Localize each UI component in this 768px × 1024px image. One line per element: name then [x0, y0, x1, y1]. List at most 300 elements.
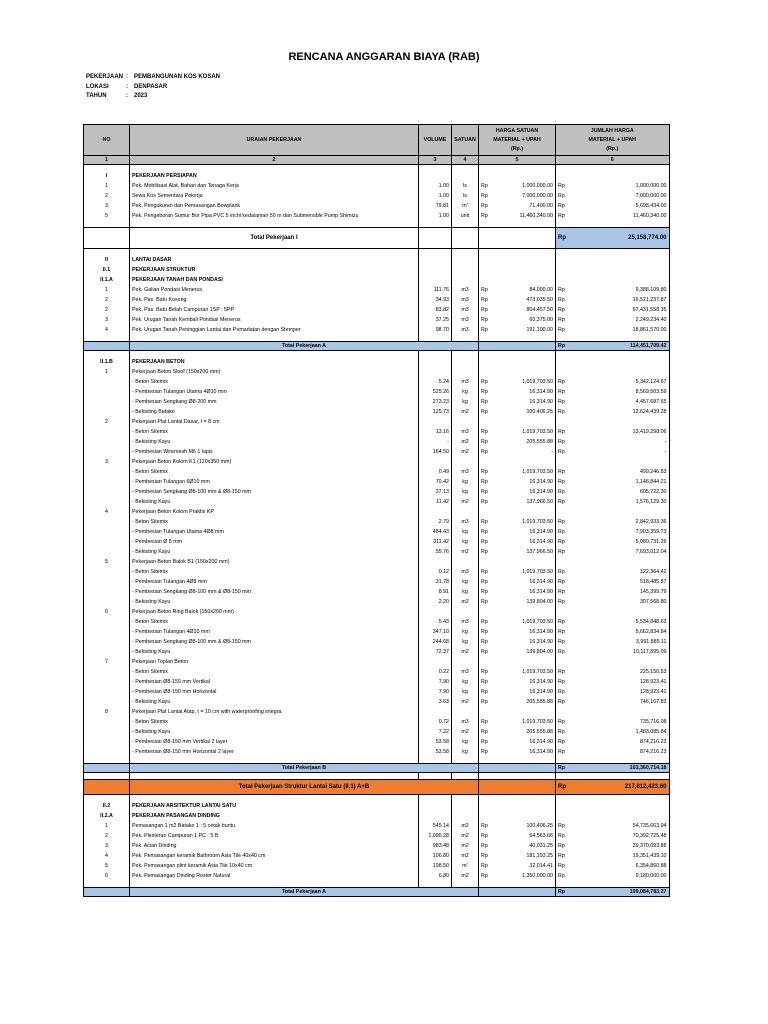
row-no [84, 677, 130, 687]
row-satuan: m3 [452, 305, 479, 315]
table-row [84, 477, 670, 487]
subsection-row [84, 557, 670, 567]
table-row [84, 427, 670, 437]
row-volume [419, 811, 452, 821]
row-no: 7 [84, 657, 130, 667]
row-harga-satuan: 60,375.00 [491, 315, 556, 325]
subsection-row [84, 607, 670, 617]
row-currency: Rp [556, 597, 569, 607]
row-currency: Rp [556, 467, 569, 477]
row-currency: Rp [556, 477, 569, 487]
meta-row-pekerjaan: PEKERJAAN : PEMBANGUNAN KOS KOSAN [86, 73, 220, 83]
table-row [84, 377, 670, 387]
table-row [84, 447, 670, 457]
row-harga-satuan: 1,019,703.50 [491, 427, 556, 437]
row-empty [568, 707, 669, 717]
row-currency: Rp [556, 547, 569, 557]
row-satuan: kg [452, 577, 479, 587]
row-volume: 79.81 [419, 201, 452, 211]
row-satuan: m2 [452, 447, 479, 457]
row-desc: Pek. Acian Dinding [130, 841, 419, 851]
row-no [84, 407, 130, 417]
row-empty [556, 357, 569, 367]
section-row [84, 811, 670, 821]
row-no: 6 [84, 871, 130, 881]
row-harga-satuan: 64,563.66 [491, 831, 556, 841]
row-desc: - Pembesian Tulangan Utama 4Ø8 mm [130, 527, 419, 537]
table-row [84, 437, 670, 447]
row-no [84, 577, 130, 587]
row-desc: - Bekisting Kayu [130, 697, 419, 707]
row-currency: Rp [479, 487, 491, 497]
row-volume: 1.00 [419, 191, 452, 201]
row-desc: - Bekisting Kayu [130, 727, 419, 737]
row-no [84, 467, 130, 477]
row-currency: Rp [556, 377, 569, 387]
row-currency: Rp [479, 325, 491, 335]
row-desc: Pek. Pengeboran Sumur Bor Pipa PVC 5 inchi kedalaman 50 m dan Submersible Pump Shimizu [130, 211, 419, 221]
row-no [84, 537, 130, 547]
row-satuan [452, 607, 479, 617]
row-desc: - Bekisting Batako [130, 407, 419, 417]
row-empty [452, 228, 479, 249]
col-number: 6 [556, 156, 670, 165]
row-empty [568, 417, 669, 427]
row-desc: Sewa Kos Sementara Pekerja [130, 191, 419, 201]
row-desc: - Bekisting Kayu [130, 597, 419, 607]
row-harga-satuan: 11,460,340.00 [491, 211, 556, 221]
section-row [84, 255, 670, 265]
row-no [84, 447, 130, 457]
section-row [84, 357, 670, 367]
row-satuan: kg [452, 677, 479, 687]
table-row [84, 537, 670, 547]
row-harga-satuan: 16,314.90 [491, 487, 556, 497]
row-volume: 0.12 [419, 567, 452, 577]
row-volume: 0.72 [419, 717, 452, 727]
row-desc: Pekerjaan Toplan Beton [130, 657, 419, 667]
row-volume: 55.76 [419, 547, 452, 557]
row-currency: Rp [479, 397, 491, 407]
row-satuan: m' [452, 201, 479, 211]
row-jumlah-harga: 13,419,298.06 [568, 427, 669, 437]
row-no [84, 667, 130, 677]
row-volume: 7.90 [419, 687, 452, 697]
row-desc: - Pembesian Ø 8 mm [130, 537, 419, 547]
row-satuan: m2 [452, 727, 479, 737]
row-jumlah-harga: 1,148,844.21 [568, 477, 669, 487]
row-empty [568, 607, 669, 617]
row-currency: Rp [479, 821, 491, 831]
row-harga-satuan: 7,000,000.00 [491, 191, 556, 201]
table-row [84, 387, 670, 397]
row-volume: 106.80 [419, 851, 452, 861]
row-jumlah-harga: 1,483,085.84 [568, 727, 669, 737]
row-empty [491, 801, 556, 811]
row-empty [556, 557, 569, 567]
row-desc: - Pembesian Sengkang Ø8-100 mm & Ø8-150 mm [130, 637, 419, 647]
row-empty [556, 801, 569, 811]
row-currency: Rp [479, 617, 491, 627]
row-no: 2 [84, 191, 130, 201]
row-no: 1 [84, 367, 130, 377]
table-row [84, 687, 670, 697]
row-no [84, 747, 130, 757]
row-harga-satuan: 1,019,703.50 [491, 717, 556, 727]
row-volume: 53.58 [419, 737, 452, 747]
row-jumlah-harga: 5,342,124.67 [568, 377, 669, 387]
row-desc: - Beton Sitemix [130, 717, 419, 727]
subsection-row [84, 417, 670, 427]
row-empty [556, 275, 569, 285]
subtotal-row [84, 764, 670, 773]
subsection-row [84, 507, 670, 517]
header-no: NO [84, 125, 130, 156]
row-satuan: kg [452, 477, 479, 487]
row-satuan [452, 275, 479, 285]
row-volume: 244.68 [419, 637, 452, 647]
row-currency: Rp [556, 497, 569, 507]
subtotal-value: 199,084,783.27 [568, 888, 669, 897]
row-empty [556, 171, 569, 181]
subsection-row [84, 457, 670, 467]
header-volume: VOLUME [419, 125, 452, 156]
table-row [84, 577, 670, 587]
row-currency: Rp [479, 667, 491, 677]
row-currency: Rp [479, 527, 491, 537]
row-empty [568, 275, 669, 285]
row-satuan: kg [452, 737, 479, 747]
row-jumlah-harga: 7,903,359.73 [568, 527, 669, 537]
row-satuan: kg [452, 537, 479, 547]
row-volume: 11.42 [419, 497, 452, 507]
subtotal-row [84, 342, 670, 351]
row-currency: Rp [556, 567, 569, 577]
table-row [84, 627, 670, 637]
row-jumlah-harga: 3,991,885.11 [568, 637, 669, 647]
header-harga-satuan: HARGA SATUAN MATERIAL + UPAH (Rp.) [479, 125, 556, 156]
row-currency: Rp [556, 517, 569, 527]
row-no [84, 397, 130, 407]
table-row [84, 667, 670, 677]
row-harga-satuan: 16,314.90 [491, 587, 556, 597]
row-volume: 6.80 [419, 871, 452, 881]
row-no [84, 637, 130, 647]
spacer-cell [84, 773, 130, 780]
header-uraian: URAIAN PEKERJAAN [130, 125, 419, 156]
row-currency: Rp [479, 537, 491, 547]
row-desc: - Pembesian Ø8-150 mm Horizontal [130, 687, 419, 697]
row-currency: Rp [479, 727, 491, 737]
row-jumlah-harga: 7,693,012.04 [568, 547, 669, 557]
row-currency: Rp [479, 305, 491, 315]
row-no [84, 427, 130, 437]
row-volume [419, 507, 452, 517]
row-jumlah-harga: 5,698,434.00 [568, 201, 669, 211]
row-satuan: ls [452, 191, 479, 201]
row-jumlah-harga: 67,431,558.35 [568, 305, 669, 315]
row-desc: - Pembesian Tulangan 4Ø10 mm [130, 627, 419, 637]
subsection-row [84, 367, 670, 377]
row-volume: 37.13 [419, 487, 452, 497]
row-volume: 2.20 [419, 597, 452, 607]
row-currency: Rp [479, 181, 491, 191]
table-row [84, 527, 670, 537]
table-row [84, 637, 670, 647]
row-desc: - Bekisting Kayu [130, 647, 419, 657]
row-currency: Rp [556, 447, 569, 457]
row-satuan: m2 [452, 547, 479, 557]
table-row [84, 747, 670, 757]
row-currency: Rp [556, 211, 569, 221]
table-row [84, 727, 670, 737]
row-jumlah-harga: 5,534,848.63 [568, 617, 669, 627]
row-satuan [452, 457, 479, 467]
row-empty [491, 417, 556, 427]
table-row [84, 295, 670, 305]
row-empty [491, 657, 556, 667]
row-jumlah-harga: 874,216.23 [568, 737, 669, 747]
row-desc: - Beton Sitemix [130, 667, 419, 677]
row-empty [479, 275, 491, 285]
table-row [84, 697, 670, 707]
row-desc: Pekerjaan Beton Ring Balok (150x200 mm) [130, 607, 419, 617]
row-desc: Pekerjaan Beton Kolom K1 (120x350 mm) [130, 457, 419, 467]
row-no [84, 377, 130, 387]
row-currency: Rp [479, 315, 491, 325]
row-empty [479, 557, 491, 567]
row-currency: Rp [479, 871, 491, 881]
row-harga-satuan: 205,555.88 [491, 727, 556, 737]
row-empty [568, 557, 669, 567]
row-no: 3 [84, 315, 130, 325]
row-currency: Rp [556, 851, 569, 861]
project-meta [86, 73, 220, 102]
row-currency: Rp [479, 677, 491, 687]
row-currency: Rp [479, 697, 491, 707]
row-empty [568, 811, 669, 821]
row-currency: Rp [479, 861, 491, 871]
row-no: 1 [84, 285, 130, 295]
row-satuan: m2 [452, 841, 479, 851]
row-satuan: m3 [452, 325, 479, 335]
row-currency: Rp [479, 841, 491, 851]
row-jumlah-harga: 54,735,663.94 [568, 821, 669, 831]
row-volume: 525.26 [419, 387, 452, 397]
row-volume: 983.48 [419, 841, 452, 851]
table-row [84, 547, 670, 557]
row-volume: 98.70 [419, 325, 452, 335]
row-jumlah-harga: 4,457,687.65 [568, 397, 669, 407]
row-harga-satuan: 804,457.50 [491, 305, 556, 315]
row-currency: Rp [479, 587, 491, 597]
row-satuan: m3 [452, 617, 479, 627]
meta-value: 2023 [134, 93, 148, 99]
row-harga-satuan: 16,314.90 [491, 747, 556, 757]
row-volume: 484.43 [419, 527, 452, 537]
row-currency: Rp [556, 181, 569, 191]
row-harga-satuan: 16,314.90 [491, 397, 556, 407]
row-desc: Pekerjaan Plat Lantai Atap, t = 10 cm with waterproofing integra [130, 707, 419, 717]
row-satuan [452, 417, 479, 427]
row-satuan: m3 [452, 377, 479, 387]
row-volume: 83.82 [419, 305, 452, 315]
row-no: 5 [84, 211, 130, 221]
row-no: II.1.A [84, 275, 130, 285]
row-volume: 72.37 [419, 647, 452, 657]
row-jumlah-harga: 735,716.08 [568, 717, 669, 727]
row-satuan: kg [452, 527, 479, 537]
row-no: 3 [84, 457, 130, 467]
row-no [84, 697, 130, 707]
row-jumlah-harga: - [568, 447, 669, 457]
row-currency: Rp [556, 697, 569, 707]
row-jumlah-harga: 70,392,725.48 [568, 831, 669, 841]
row-satuan: kg [452, 747, 479, 757]
row-satuan [452, 357, 479, 367]
row-volume: 31.78 [419, 577, 452, 587]
row-currency: Rp [556, 737, 569, 747]
row-currency: Rp [556, 717, 569, 727]
row-currency: Rp [479, 477, 491, 487]
grand-total-value: 217,812,423.60 [568, 780, 669, 795]
table-row [84, 737, 670, 747]
row-currency: Rp [556, 821, 569, 831]
row-volume: 5.24 [419, 377, 452, 387]
row-jumlah-harga: 11,460,340.00 [568, 211, 669, 221]
row-satuan: m2 [452, 821, 479, 831]
row-jumlah-harga: 19,351,439.10 [568, 851, 669, 861]
row-empty [568, 457, 669, 467]
row-empty [556, 417, 569, 427]
row-satuan [452, 507, 479, 517]
row-currency: Rp [556, 617, 569, 627]
table-header-row [84, 125, 670, 156]
row-satuan: m' [452, 861, 479, 871]
row-harga-satuan: 137,966.50 [491, 547, 556, 557]
row-jumlah-harga: 1,000,000.00 [568, 181, 669, 191]
row-harga-satuan: 1,000,000.00 [491, 181, 556, 191]
row-desc: - Pembesian Tulangan 6Ø10 mm [130, 477, 419, 487]
row-jumlah-harga: 518,485.87 [568, 577, 669, 587]
row-empty [479, 457, 491, 467]
row-currency: Rp [479, 547, 491, 557]
row-empty [479, 342, 556, 351]
row-currency: Rp [556, 727, 569, 737]
table-row [84, 851, 670, 861]
row-jumlah-harga: 10,117,895.09 [568, 647, 669, 657]
row-volume [419, 367, 452, 377]
row-desc: Pek. Plesteran Campuran 1 PC : 5 B [130, 831, 419, 841]
row-jumlah-harga: 9,180,000.00 [568, 871, 669, 881]
row-satuan: kg [452, 637, 479, 647]
row-no [84, 477, 130, 487]
subtotal-currency: Rp [556, 764, 569, 773]
row-desc: PEKERJAAN ARSITEKTUR LANTAI SATU [130, 801, 419, 811]
row-empty [479, 764, 556, 773]
row-desc: Pek. Pemasangan keramik Bathroom Asia Tile 40x40 cm [130, 851, 419, 861]
row-desc: - Bekisting Kayu [130, 437, 419, 447]
row-harga-satuan: 16,314.90 [491, 677, 556, 687]
row-satuan: m2 [452, 407, 479, 417]
row-satuan [452, 707, 479, 717]
table-row [84, 191, 670, 201]
row-harga-satuan: 16,314.90 [491, 527, 556, 537]
row-volume [419, 265, 452, 275]
row-currency: Rp [556, 527, 569, 537]
row-currency: Rp [556, 487, 569, 497]
row-empty [568, 255, 669, 265]
row-jumlah-harga: 128,923.41 [568, 677, 669, 687]
row-satuan: m2 [452, 871, 479, 881]
row-no [84, 497, 130, 507]
row-empty [479, 801, 491, 811]
row-currency: Rp [556, 407, 569, 417]
row-no [84, 687, 130, 697]
table-row [84, 647, 670, 657]
row-harga-satuan: 32,014.41 [491, 861, 556, 871]
row-desc: PEKERJAAN TANAH DAN PONDASI [130, 275, 419, 285]
row-currency: Rp [556, 747, 569, 757]
row-desc: - Beton Sitemix [130, 567, 419, 577]
row-no: 8 [84, 707, 130, 717]
row-no [84, 527, 130, 537]
col-number: 5 [479, 156, 556, 165]
spacer-cell [419, 773, 452, 780]
row-no [84, 487, 130, 497]
row-jumlah-harga: 39,370,093.88 [568, 841, 669, 851]
row-no: 2 [84, 831, 130, 841]
row-currency: Rp [556, 191, 569, 201]
row-satuan: unit [452, 211, 479, 221]
row-empty [479, 507, 491, 517]
meta-key: PEKERJAAN [86, 74, 124, 80]
row-no: 3 [84, 841, 130, 851]
row-jumlah-harga: 9,388,109.80 [568, 285, 669, 295]
table-row [84, 305, 670, 315]
row-jumlah-harga: 2,249,234.40 [568, 315, 669, 325]
row-empty [491, 255, 556, 265]
row-desc: - Pembesian Wiremesh M6 1 lapis [130, 447, 419, 457]
row-no [84, 517, 130, 527]
row-empty [491, 607, 556, 617]
row-harga-satuan: 16,314.90 [491, 737, 556, 747]
row-volume: 7.90 [419, 677, 452, 687]
row-empty [84, 888, 130, 897]
table-row [84, 831, 670, 841]
row-empty [556, 367, 569, 377]
row-desc: - Pembesian Sengkang Ø8-200 mm [130, 397, 419, 407]
spacer-row [84, 773, 670, 780]
row-no [84, 647, 130, 657]
row-currency: Rp [479, 387, 491, 397]
row-satuan: m2 [452, 647, 479, 657]
row-harga-satuan: 205,555.88 [491, 437, 556, 447]
row-desc: - Pembesian Tulangan Utama 4Ø10 mm [130, 387, 419, 397]
row-currency: Rp [556, 647, 569, 657]
table-row [84, 567, 670, 577]
row-jumlah-harga: 6,354,860.88 [568, 861, 669, 871]
meta-value: PEMBANGUNAN KOS KOSAN [134, 74, 221, 80]
table-body [84, 165, 670, 897]
row-no [84, 387, 130, 397]
column-number-row [84, 156, 670, 165]
row-jumlah-harga: 16,521,237.87 [568, 295, 669, 305]
row-empty [479, 417, 491, 427]
row-empty [556, 457, 569, 467]
row-desc: - Beton Sitemix [130, 517, 419, 527]
row-volume: 53.58 [419, 747, 452, 757]
